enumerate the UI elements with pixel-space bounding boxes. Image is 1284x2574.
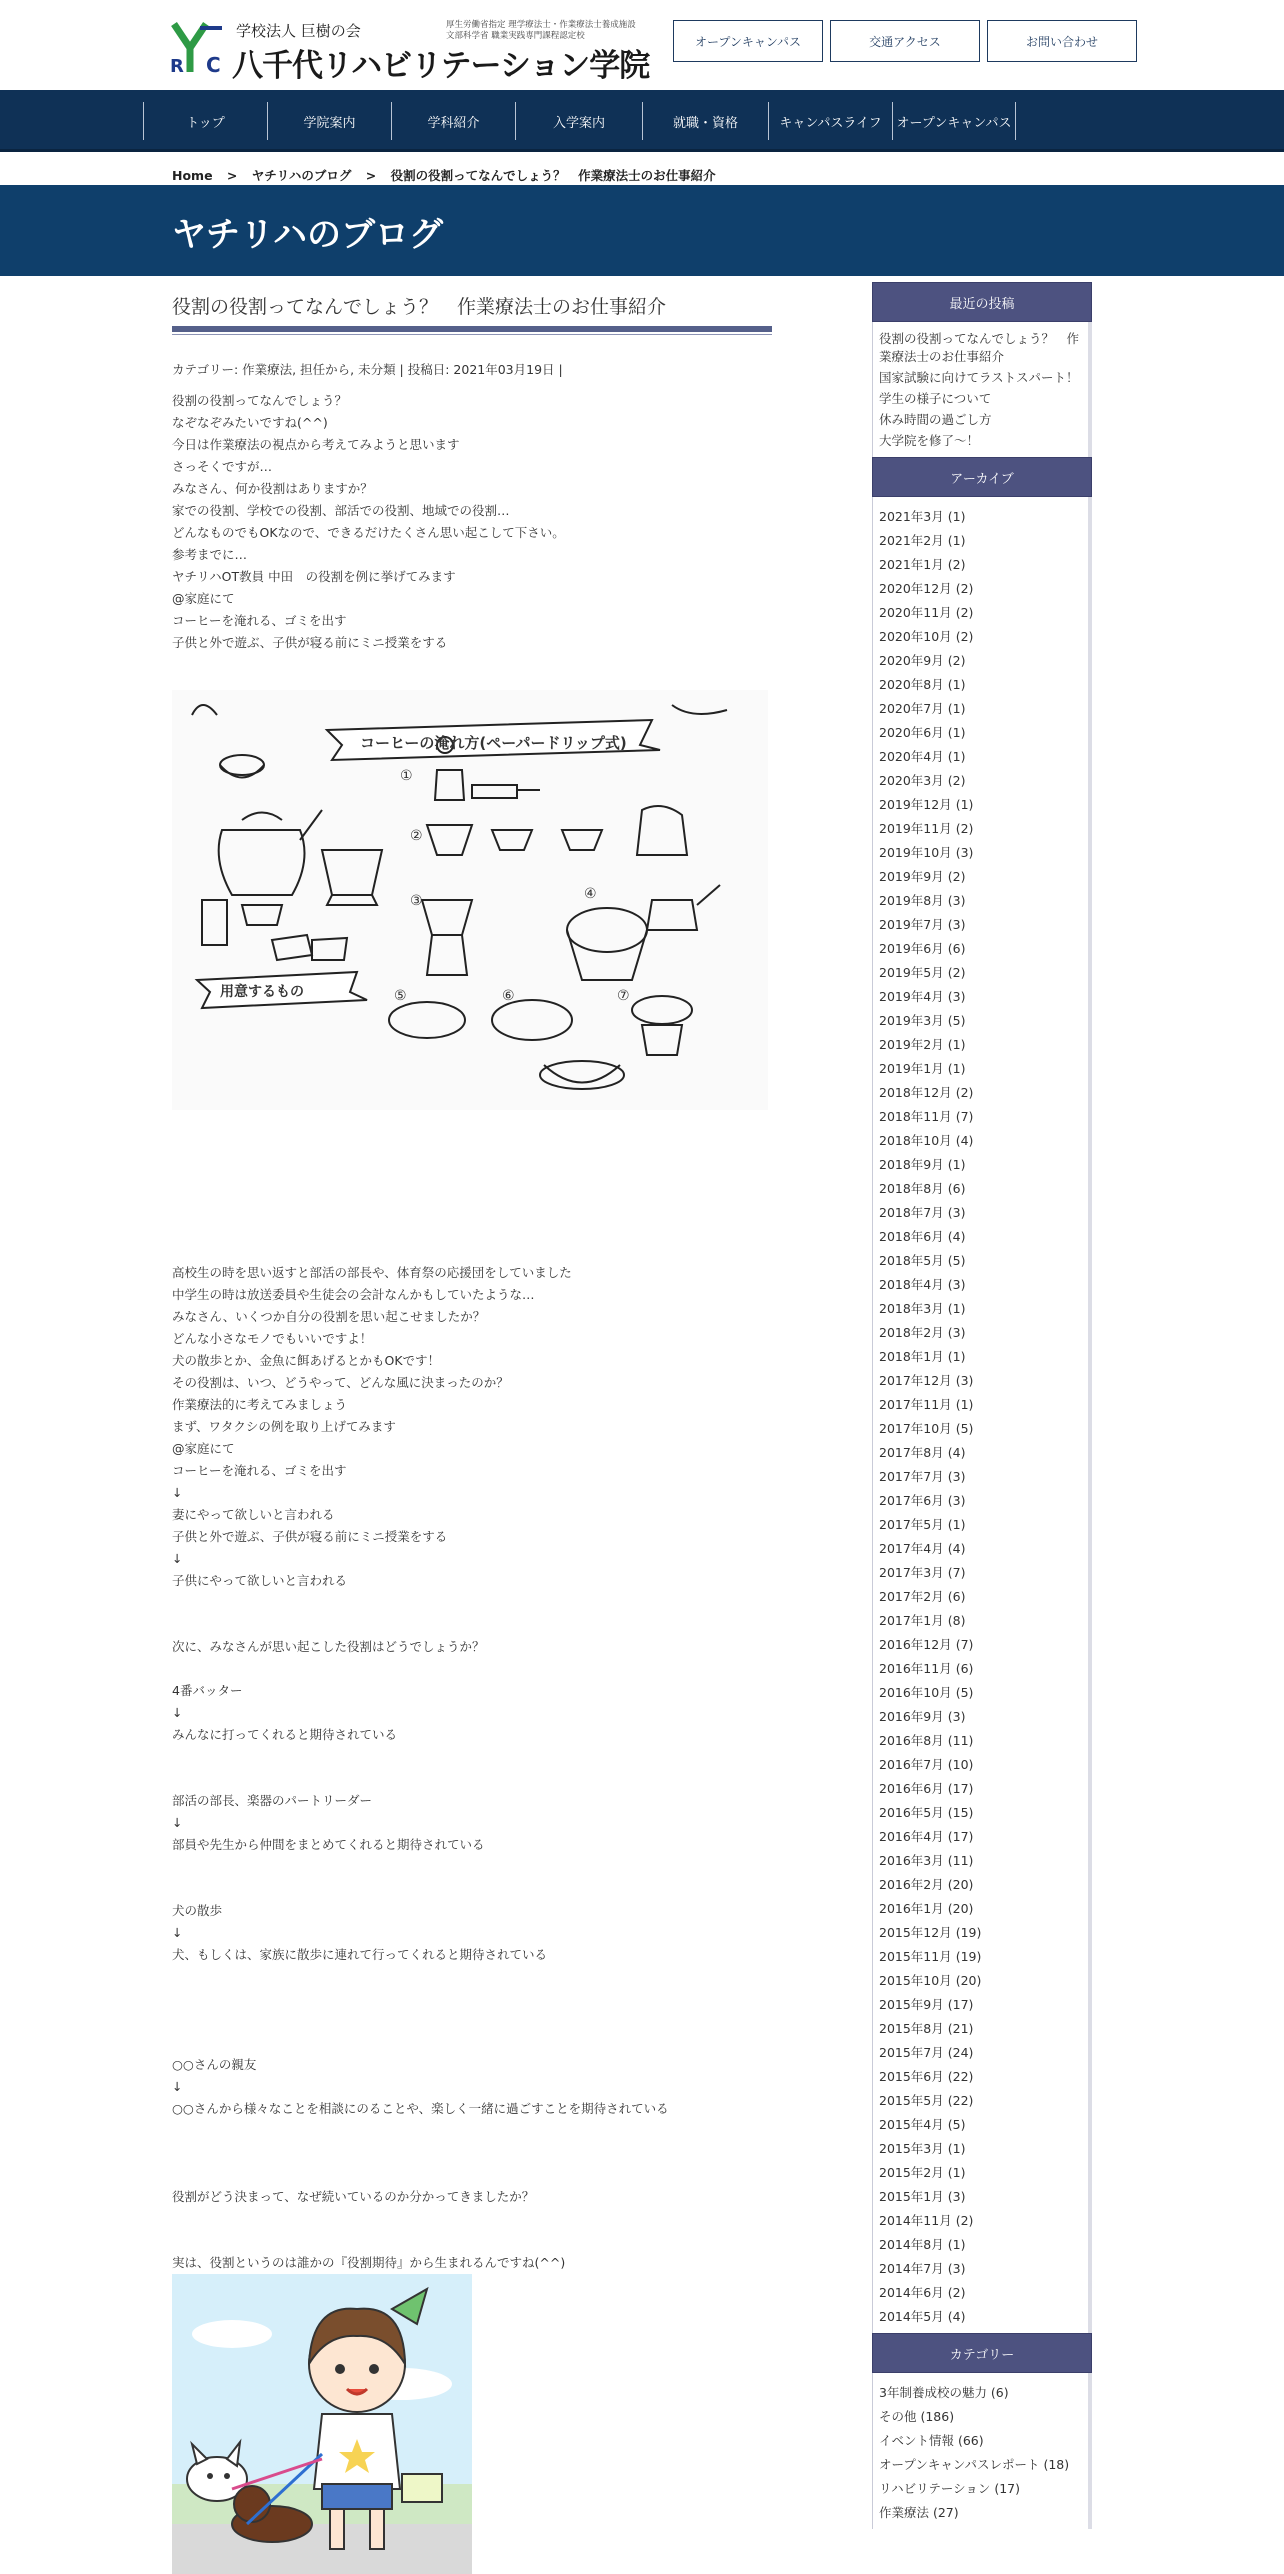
archive-link[interactable]: 2016年12月 (7) (879, 1637, 974, 1652)
post-text-line: さっそくですが… (172, 459, 273, 474)
archive-link[interactable]: 2020年6月 (1) (879, 725, 966, 740)
post-text-line: @家庭にて (172, 591, 235, 606)
archive-link[interactable]: 2015年3月 (1) (879, 2141, 966, 2156)
archive-link[interactable]: 2017年2月 (6) (879, 1589, 966, 1604)
post-title: 役割の役割ってなんでしょう？ 作業療法士のお仕事紹介 (172, 296, 667, 318)
dog-walk-illustration (172, 2274, 472, 2574)
post-text-line: みんなに打ってくれると期待されている (172, 1727, 398, 1742)
post-text-line: その役割は、いつ、どうやって、どんな風に決まったのか？ (172, 1375, 509, 1390)
archive-link[interactable]: 2018年9月 (1) (879, 1157, 966, 1172)
ryc-logo-icon (170, 22, 228, 74)
logo-school-corp: 学校法人 巨樹の会 (236, 22, 361, 40)
global-nav (0, 90, 1284, 152)
archive-link[interactable]: 2014年7月 (3) (879, 2261, 966, 2276)
post-text-line: 中学生の時は放送委員や生徒会の会計なんかもしていたような… (172, 1287, 535, 1302)
post-text-line: 部活の部長、楽器のパートリーダー (172, 1793, 373, 1808)
post-text-line: 子供と外で遊ぶ、子供が寝る前にミニ授業をする (172, 1529, 448, 1544)
category-list (872, 2373, 1092, 2529)
archive-link[interactable]: 2021年1月 (2) (879, 557, 966, 572)
category-heading: カテゴリー (872, 2333, 1092, 2373)
nav-departments[interactable]: 学科紹介 (391, 102, 515, 140)
recent-post-link[interactable]: 国家試験に向けてラストスパート！ (879, 370, 1079, 385)
archive-link[interactable]: 2020年9月 (2) (879, 653, 966, 668)
archive-link[interactable]: 2020年10月 (2) (879, 629, 974, 644)
step-number: ④ (584, 886, 597, 902)
category-link[interactable]: その他 (186) (879, 2409, 955, 2424)
archive-link[interactable]: 2016年8月 (11) (879, 1733, 974, 1748)
breadcrumb-home[interactable]: Home (172, 168, 213, 183)
archive-link[interactable]: 2017年8月 (4) (879, 1445, 966, 1460)
post-text-line: まず、ワタクシの例を取り上げてみます (172, 1419, 396, 1434)
archive-link[interactable]: 2015年10月 (20) (879, 1973, 982, 1988)
archive-link[interactable]: 2019年1月 (1) (879, 1061, 966, 1076)
site-header (0, 0, 1284, 90)
post-text-line: なぞなぞみたいですね(^^) (172, 415, 328, 430)
contact-button[interactable]: お問い合わせ (987, 20, 1137, 62)
archive-link[interactable]: 2018年7月 (3) (879, 1205, 966, 1220)
step-number: ⑤ (394, 988, 407, 1004)
archive-link[interactable]: 2018年4月 (3) (879, 1277, 966, 1292)
post-article (172, 290, 772, 654)
post-text-line (172, 1768, 772, 1790)
archive-link[interactable]: 2019年5月 (2) (879, 965, 966, 980)
post-text-line: コーヒーを淹れる、ゴミを出す (172, 1463, 347, 1478)
archive-link[interactable]: 2018年5月 (5) (879, 1253, 966, 1268)
post-text-line (172, 1856, 772, 1878)
post-text-line (172, 1878, 772, 1900)
archive-link[interactable]: 2016年6月 (17) (879, 1781, 974, 1796)
breadcrumb (172, 166, 726, 184)
step-number: ① (400, 768, 413, 784)
post-text-line: 犬の散歩 (172, 1903, 223, 1918)
open-campus-button[interactable]: オープンキャンパス (673, 20, 823, 62)
breadcrumb-separator: > (365, 168, 377, 183)
post-text-line: 4番バッター (172, 1683, 243, 1698)
archive-link[interactable]: 2014年6月 (2) (879, 2285, 966, 2300)
archive-link[interactable]: 2019年4月 (3) (879, 989, 966, 1004)
archive-link[interactable]: 2020年7月 (1) (879, 701, 966, 716)
post-text-line: 今日は作業療法の視点から考えてみようと思います (172, 437, 460, 452)
archive-link[interactable]: 2016年4月 (17) (879, 1829, 974, 1844)
category-link[interactable]: イベント情報 (66) (879, 2433, 984, 2448)
post-text-line (172, 2032, 772, 2054)
post-text-line: 役割の役割ってなんでしょう？ (172, 393, 348, 408)
illustration-banner-text: コーヒーの淹れ方(ペーパードリップ式) (360, 734, 627, 752)
logo-note-line: 厚生労働省指定 理学療法士・作業療法士養成施設 (446, 20, 636, 30)
recent-post-link[interactable]: 休み時間の過ごし方 (879, 412, 992, 427)
archive-link[interactable]: 2016年1月 (20) (879, 1901, 974, 1916)
archive-link[interactable]: 2015年8月 (21) (879, 2021, 974, 2036)
post-text-line: 犬、もしくは、家族に散歩に連れて行ってくれると期待されている (172, 1947, 548, 1962)
archive-link[interactable]: 2018年6月 (4) (879, 1229, 966, 1244)
post-text-line: ↓ (172, 1551, 183, 1566)
archive-link[interactable]: 2018年2月 (3) (879, 1325, 966, 1340)
step-number: ③ (410, 893, 423, 909)
post-text-line: どんなものでもOKなので、できるだけたくさん思い起こして下さい。 (172, 525, 565, 540)
archive-link[interactable]: 2015年11月 (19) (879, 1949, 982, 1964)
archive-list (872, 497, 1092, 2333)
title-divider (172, 326, 772, 332)
archive-heading: アーカイブ (872, 457, 1092, 497)
post-text-line: 作業療法的に考えてみましょう (172, 1397, 348, 1412)
post-text-line: @家庭にて (172, 1441, 235, 1456)
breadcrumb-blog[interactable]: ヤチリハのブログ (251, 168, 352, 183)
recent-post-link[interactable]: 役割の役割ってなんでしょう？ 作業療法士のお仕事紹介 (879, 331, 1080, 364)
category-link[interactable]: 3年制養成校の魅力 (6) (879, 2385, 1009, 2400)
archive-link[interactable]: 2017年10月 (5) (879, 1421, 974, 1436)
archive-link[interactable]: 2017年1月 (8) (879, 1613, 966, 1628)
post-text-line: 妻にやって欲しいと言われる (172, 1507, 335, 1522)
archive-link[interactable]: 2020年4月 (1) (879, 749, 966, 764)
post-text-line (172, 1746, 772, 1768)
page-banner (0, 185, 1284, 276)
archive-link[interactable]: 2015年5月 (22) (879, 2093, 974, 2108)
archive-link[interactable]: 2020年12月 (2) (879, 581, 974, 596)
post-text-line (172, 1592, 772, 1614)
post-body-intro (172, 390, 772, 654)
archive-link[interactable]: 2018年12月 (2) (879, 1085, 974, 1100)
recent-posts-heading: 最近の投稿 (872, 282, 1092, 322)
post-body-main (172, 1262, 772, 2274)
access-button[interactable]: 交通アクセス (830, 20, 980, 62)
page-title: ヤチリハのブログ (172, 215, 443, 255)
archive-link[interactable]: 2015年2月 (1) (879, 2165, 966, 2180)
post-text-line: 家での役割、学校での役割、部活での役割、地域での役割… (172, 503, 510, 518)
post-text-line (172, 1988, 772, 2010)
post-text-line: 子供と外で遊ぶ、子供が寝る前にミニ授業をする (172, 635, 448, 650)
archive-link[interactable]: 2019年12月 (1) (879, 797, 974, 812)
archive-link[interactable]: 2015年4月 (5) (879, 2117, 966, 2132)
archive-link[interactable]: 2020年3月 (2) (879, 773, 966, 788)
archive-link[interactable]: 2018年11月 (7) (879, 1109, 974, 1124)
archive-link[interactable]: 2015年9月 (17) (879, 1997, 974, 2012)
post-text-line: 部員や先生から仲間をまとめてくれると期待されている (172, 1837, 485, 1852)
post-text-line: ↓ (172, 1925, 183, 1940)
archive-link[interactable]: 2019年7月 (3) (879, 917, 966, 932)
nav-open-campus[interactable]: オープンキャンパス (892, 102, 1016, 140)
post-text-line: ○○さんから様々なことを相談にのることや、楽しく一緒に過ごすことを期待されている (172, 2101, 669, 2116)
archive-link[interactable]: 2019年3月 (5) (879, 1013, 966, 1028)
archive-link[interactable]: 2016年11月 (6) (879, 1661, 974, 1676)
post-text-line (172, 2164, 772, 2186)
post-text-line (172, 1658, 772, 1680)
post-text-line (172, 2230, 772, 2252)
post-text-line: 次に、みなさんが思い起こした役割はどうでしょうか？ (172, 1639, 485, 1654)
archive-link[interactable]: 2015年12月 (19) (879, 1925, 982, 1940)
post-text-line: ↓ (172, 1485, 183, 1500)
post-text-line: どんな小さなモノでもいいですよ！ (172, 1331, 373, 1346)
svg-text:C: C (206, 53, 221, 74)
post-text-line: 犬の散歩とか、金魚に餌あげるとかもOKです！ (172, 1353, 441, 1368)
archive-link[interactable]: 2019年2月 (1) (879, 1037, 966, 1052)
archive-link[interactable]: 2017年3月 (7) (879, 1565, 966, 1580)
nav-campus-life[interactable]: キャンパスライフ (768, 102, 892, 140)
archive-link[interactable]: 2019年11月 (2) (879, 821, 974, 836)
sidebar (872, 282, 1092, 2529)
archive-link[interactable]: 2015年1月 (3) (879, 2189, 966, 2204)
archive-link[interactable]: 2018年1月 (1) (879, 1349, 966, 1364)
coffee-drip-illustration (172, 690, 768, 1110)
post-text-line (172, 2142, 772, 2164)
post-meta: カテゴリー: 作業療法, 担任から, 未分類 | 投稿日: 2021年03月19日 | (172, 362, 563, 377)
post-text-line: みなさん、いくつか自分の役割を思い起こせましたか？ (172, 1309, 486, 1324)
archive-link[interactable]: 2020年11月 (2) (879, 605, 974, 620)
archive-link[interactable]: 2018年3月 (1) (879, 1301, 966, 1316)
breadcrumb-separator: > (226, 168, 238, 183)
archive-link[interactable]: 2018年8月 (6) (879, 1181, 966, 1196)
post-text-line: 参考までに… (172, 547, 248, 562)
archive-link[interactable]: 2016年9月 (3) (879, 1709, 966, 1724)
title-divider-thin (172, 334, 772, 335)
step-number: ⑥ (502, 988, 515, 1004)
post-text-line: ↓ (172, 2079, 183, 2094)
archive-link[interactable]: 2016年10月 (5) (879, 1685, 974, 1700)
archive-link[interactable]: 2019年9月 (2) (879, 869, 966, 884)
archive-link[interactable]: 2016年7月 (10) (879, 1757, 974, 1772)
recent-posts-list (872, 322, 1092, 457)
archive-link[interactable]: 2020年8月 (1) (879, 677, 966, 692)
post-text-line: ↓ (172, 1705, 183, 1720)
post-text-line (172, 1614, 772, 1636)
nav-about[interactable]: 学院案内 (267, 102, 391, 140)
archive-link[interactable]: 2014年8月 (1) (879, 2237, 966, 2252)
post-text-line: 実は、役割というのは誰かの『役割期待』から生まれるんですね(^^) (172, 2255, 566, 2270)
archive-link[interactable]: 2017年4月 (4) (879, 1541, 966, 1556)
archive-link[interactable]: 2017年6月 (3) (879, 1493, 966, 1508)
logo-note-line: 文部科学省 職業実践専門課程認定校 (446, 31, 585, 41)
post-text-line: みなさん、何か役割はありますか？ (172, 481, 373, 496)
nav-admission[interactable]: 入学案内 (515, 102, 642, 140)
category-link[interactable]: 作業療法 (27) (879, 2505, 959, 2520)
logo-accreditation (446, 20, 636, 42)
post-text-line: ○○さんの親友 (172, 2057, 257, 2072)
post-text-line (172, 1966, 772, 1988)
post-text-line: コーヒーを淹れる、ゴミを出す (172, 613, 347, 628)
archive-link[interactable]: 2018年10月 (4) (879, 1133, 974, 1148)
recent-post-link[interactable]: 大学院を修了～！ (879, 433, 980, 448)
archive-link[interactable]: 2014年11月 (2) (879, 2213, 974, 2228)
archive-link[interactable]: 2019年6月 (6) (879, 941, 966, 956)
archive-link[interactable]: 2017年12月 (3) (879, 1373, 974, 1388)
post-text-line: 役割がどう決まって、なぜ続いているのか分かってきましたか？ (172, 2189, 535, 2204)
svg-text:R: R (170, 56, 184, 74)
archive-link[interactable]: 2021年2月 (1) (879, 533, 966, 548)
archive-link[interactable]: 2019年8月 (3) (879, 893, 966, 908)
post-text-line (172, 2120, 772, 2142)
post-text-line (172, 2208, 772, 2230)
post-text-line: ↓ (172, 1815, 183, 1830)
post-text-line (172, 2010, 772, 2032)
archive-link[interactable]: 2016年3月 (11) (879, 1853, 974, 1868)
archive-link[interactable]: 2016年5月 (15) (879, 1805, 974, 1820)
archive-link[interactable]: 2017年5月 (1) (879, 1517, 966, 1532)
post-text-line: 高校生の時を思い返すと部活の部長や、体育祭の応援団をしていました (172, 1265, 572, 1280)
nav-career[interactable]: 就職・資格 (642, 102, 768, 140)
archive-link[interactable]: 2021年3月 (1) (879, 509, 966, 524)
logo-school-name: 八千代リハビリテーション学院 (232, 48, 650, 84)
category-link[interactable]: リハビリテーション (17) (879, 2481, 1021, 2496)
archive-link[interactable]: 2019年10月 (3) (879, 845, 974, 860)
archive-link[interactable]: 2015年7月 (24) (879, 2045, 974, 2060)
archive-link[interactable]: 2015年6月 (22) (879, 2069, 974, 2084)
archive-link[interactable]: 2017年11月 (1) (879, 1397, 974, 1412)
illustration-label: 用意するもの (220, 984, 304, 1000)
step-number: ⑦ (617, 988, 630, 1004)
post-text-line: ヤチリハOT教員 中田 の役割を例に挙げてみます (172, 569, 456, 584)
nav-top[interactable]: トップ (143, 102, 267, 140)
step-number: ② (410, 828, 423, 844)
archive-link[interactable]: 2017年7月 (3) (879, 1469, 966, 1484)
category-link[interactable]: オープンキャンパスレポート (18) (879, 2457, 1070, 2472)
site-logo[interactable] (170, 18, 650, 84)
breadcrumb-current: 役割の役割ってなんでしょう？ 作業療法士のお仕事紹介 (390, 168, 716, 183)
post-text-line: 子供にやって欲しいと言われる (172, 1573, 348, 1588)
archive-link[interactable]: 2016年2月 (20) (879, 1877, 974, 1892)
recent-post-link[interactable]: 学生の様子について (879, 391, 992, 406)
archive-link[interactable]: 2014年5月 (4) (879, 2309, 966, 2324)
